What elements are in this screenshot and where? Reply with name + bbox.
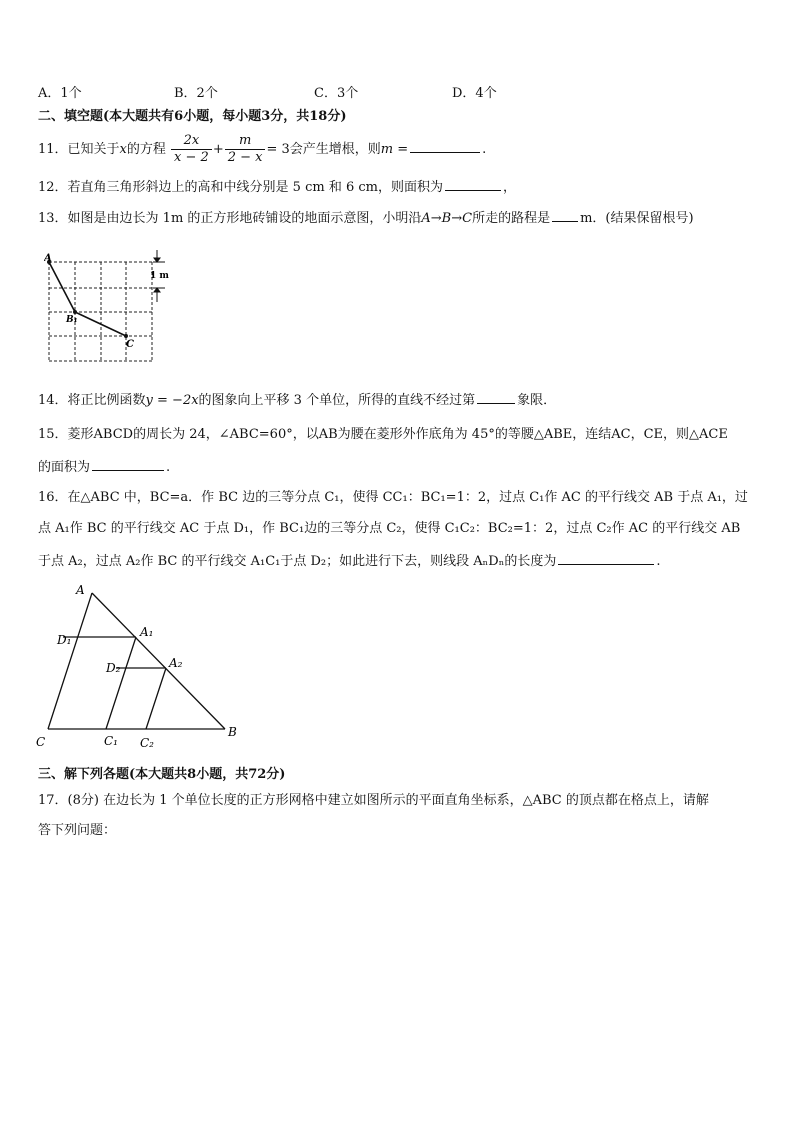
q13-answer-blank[interactable] (552, 208, 578, 222)
q15-line-2-prefix: 的面积为 (38, 460, 91, 475)
grid-lines (49, 262, 152, 361)
label-C2: C₂ (140, 736, 154, 750)
q13-mid: 所走的路程是 (472, 211, 551, 226)
question-15-line-2 (38, 457, 170, 477)
question-16-line-3 (38, 551, 660, 571)
q15-answer-blank[interactable] (92, 457, 164, 471)
q11-prefix: 11．已知关于 (38, 142, 120, 157)
label-C1: C₁ (104, 734, 118, 748)
q14-answer-blank[interactable] (477, 390, 515, 404)
path-abc (49, 262, 126, 336)
q11-fraction-1: $\frac{2x}{x - 2}$ (171, 133, 212, 166)
q11-fraction-2: $\frac{m}{2 - x}$ (225, 133, 266, 166)
point-c (124, 334, 128, 338)
q16-answer-blank[interactable] (558, 551, 654, 565)
q11-answer-blank[interactable] (410, 139, 480, 153)
q11-suffix: 会产生增根，则 (289, 142, 381, 157)
label-c: C (126, 339, 134, 350)
q14-prefix: 14．将正比例函数 (38, 393, 146, 408)
option-c: C．3个 (314, 86, 359, 101)
section-3-title: 三、解下列各题(本大题共8小题，共72分) (38, 767, 286, 782)
triangle-lines (48, 593, 225, 729)
q13-prefix: 13．如图是由边长为 1m 的正方形地砖铺设的地面示意图，小明沿 (38, 211, 422, 226)
question-16-line-2: 点 A₁作 BC 的平行线交 AC 于点 D₁，作 BC₁边的三等分点 C₂，使得 C₁C₂：BC₂=1：2，过点 C₂作 AC 的平行线交 AB (38, 521, 741, 536)
q15-end: . (166, 460, 171, 475)
option-a: A．1个 (38, 86, 82, 101)
q14-end: 象限． (517, 393, 557, 408)
label-b: B₁ (66, 315, 78, 325)
q11-var: x (119, 142, 127, 157)
label-a: A (44, 253, 52, 264)
figure-13-grid (44, 250, 174, 368)
q11-plus: + (212, 142, 224, 157)
label-A1: A₁ (140, 625, 154, 639)
q11-eq: = 3 (266, 142, 290, 157)
option-d: D．4个 (452, 86, 497, 101)
label-D2: D₂ (106, 661, 121, 675)
q14-mid: 的图象向上平移 3 个单位，所得的直线不经过第 (198, 393, 476, 408)
question-15-line-1: 15．菱形ABCD的周长为 24，∠ABC=60°，以AB为腰在菱形外作底角为 45°的等腰△ABE，连结AC，CE，则△ACE (38, 427, 728, 442)
question-17-line-1: 17．(8分) 在边长为 1 个单位长度的正方形网格中建立如图所示的平面直角坐标系，△ABC 的顶点都在格点上，请解 (38, 793, 709, 808)
q13-path: A→B→C (421, 211, 473, 226)
q13-end: m．(结果保留根号) (580, 211, 694, 226)
label-C: C (36, 735, 46, 749)
question-16-line-1: 16．在△ABC 中，BC=a．作 BC 边的三等分点 C₁，使得 CC₁：BC₁=1：2，过点 C₁作 AC 的平行线交 AB 于点 A₁，过 (38, 490, 748, 505)
q14-function: y = −2x (145, 393, 199, 408)
q12-text: 12．若直角三角形斜边上的高和中线分别是 5 cm 和 6 cm，则面积为 (38, 180, 443, 195)
question-14 (38, 390, 556, 410)
point-b (73, 310, 77, 314)
label-unit: 1 m (150, 271, 169, 281)
q12-answer-blank[interactable] (445, 177, 501, 191)
q11-answer-var: m = (380, 142, 409, 157)
label-D1: D₁ (57, 633, 72, 647)
figure-16-triangle (30, 580, 250, 752)
question-13 (38, 208, 694, 228)
option-b: B．2个 (174, 86, 218, 101)
q11-end: . (482, 142, 487, 157)
q16-line-3-prefix: 于点 A₂，过点 A₂作 BC 的平行线交 A₁C₁于点 D₂；如此进行下去，则线段 AₙDₙ的长度为 (38, 554, 557, 569)
q16-end: . (656, 554, 661, 569)
question-11 (38, 133, 486, 167)
label-A: A (76, 583, 85, 597)
label-B: B (228, 725, 237, 739)
q12-end: ， (502, 180, 516, 195)
question-12 (38, 177, 516, 197)
question-17-line-2: 答下列问题： (38, 823, 117, 838)
label-A2: A₂ (169, 656, 183, 670)
q11-mid: 的方程 (126, 142, 166, 157)
section-2-title: 二、填空题(本大题共有6小题，每小题3分，共18分) (38, 109, 347, 124)
